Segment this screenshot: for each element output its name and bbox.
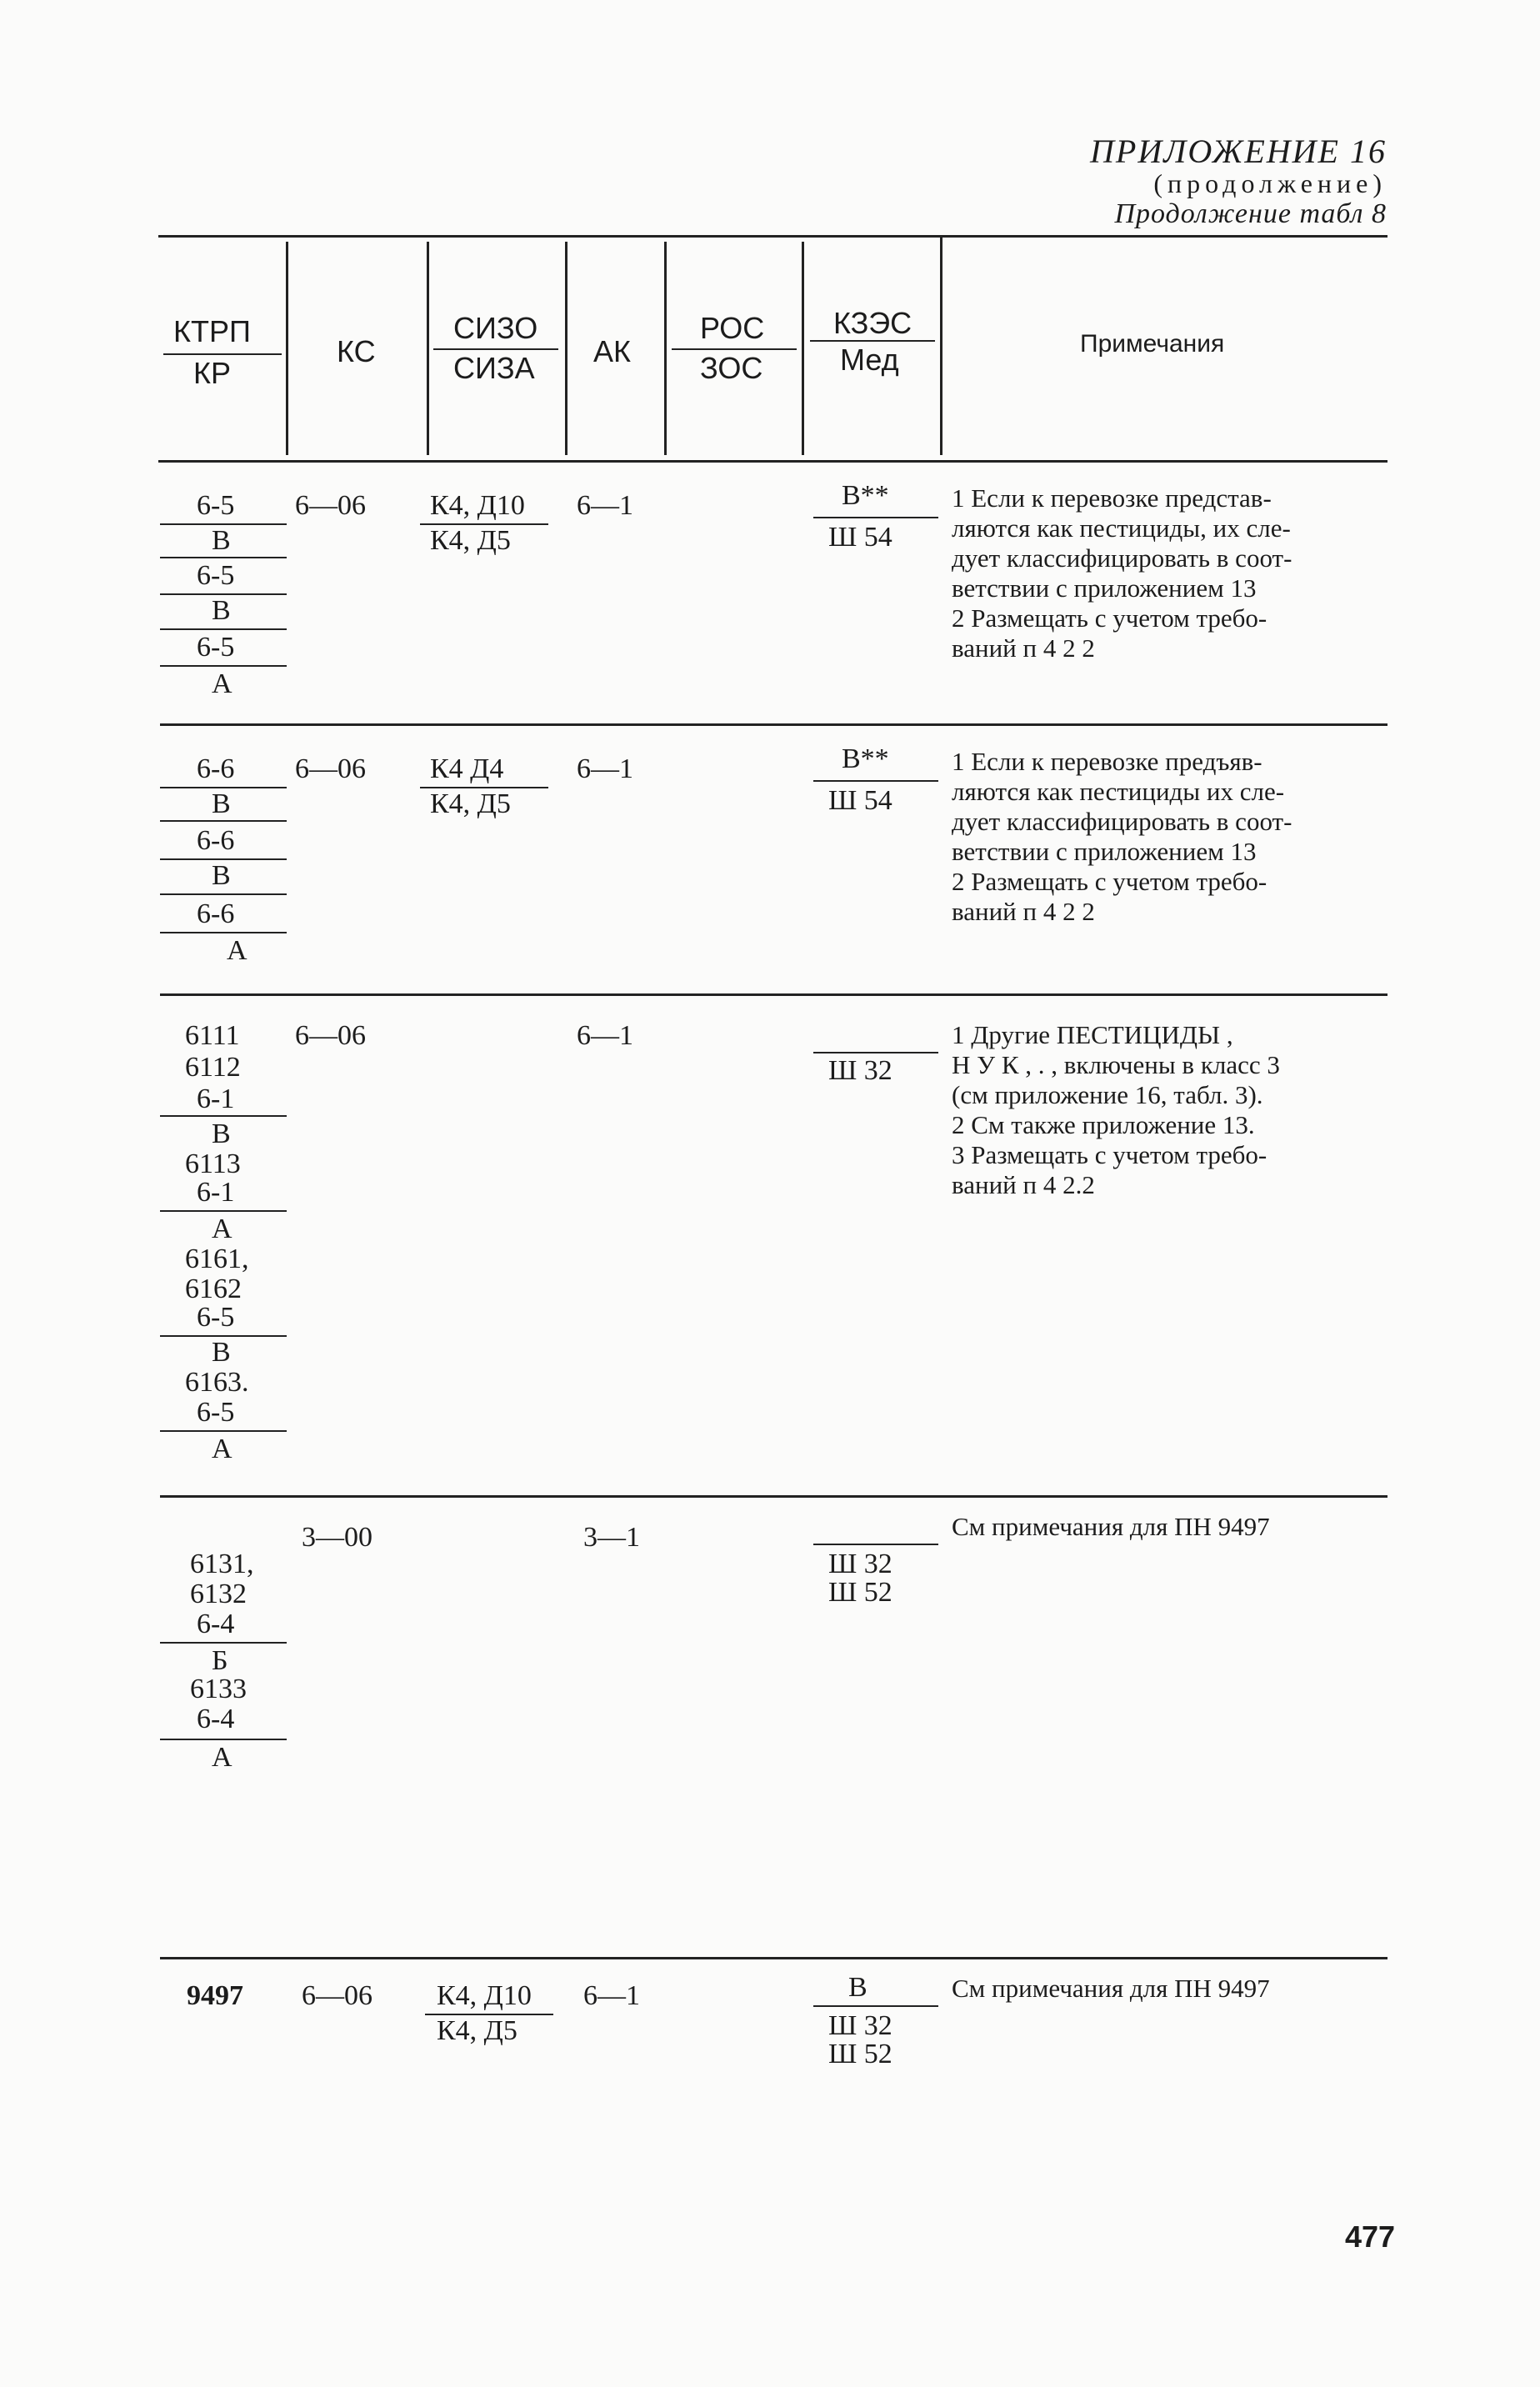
col-divider-4 [664, 242, 667, 455]
row4-code-rule [160, 1642, 287, 1644]
col-notes: Примечания [1080, 330, 1225, 358]
col-sizo: СИЗО [453, 311, 538, 345]
row4-code-6: 6-4 [197, 1704, 235, 1734]
page-number: 477 [1345, 2219, 1396, 2254]
table-reference: Продолжение табл 8 [1114, 198, 1387, 229]
row2-code-5: 6-6 [197, 898, 235, 929]
appendix-title: ПРИЛОЖЕНИЕ 16 [1090, 133, 1387, 170]
row1-ak: 6—1 [577, 490, 633, 521]
row3-code-3: 6-1 [197, 1083, 235, 1114]
row4-code-1: 6131, [190, 1549, 254, 1579]
row3-ak: 6—1 [577, 1020, 633, 1051]
row3-code-8: 6161, [185, 1244, 249, 1274]
col-ktrp-fraction [163, 353, 282, 355]
row3-note-2: Н У К , . , включены в класс 3 [952, 1050, 1280, 1079]
row2-code-3: 6-6 [197, 825, 235, 856]
row3-code-13: 6-5 [197, 1397, 235, 1428]
col-ktrp: КТРП [173, 314, 251, 348]
row3-ks: 6—06 [295, 1020, 366, 1051]
row1-code-3: 6-5 [197, 560, 235, 591]
row2-siza: К4, Д5 [430, 788, 511, 819]
row1-note-6: ваний п 4 2 2 [952, 633, 1095, 663]
row4-code-5: 6133 [190, 1674, 247, 1704]
row1-note-2: ляются как пестициды, их сле- [952, 513, 1291, 543]
row3-note-3: (см приложение 16, табл. 3). [952, 1080, 1263, 1109]
row4-code-rule [160, 1739, 287, 1740]
row1-code-2: В [212, 525, 231, 556]
row3-code-9: 6162 [185, 1274, 242, 1304]
appendix-subtitle: (продолжение) [1153, 168, 1387, 198]
row3-note-6: ваний п 4 2.2 [952, 1170, 1095, 1199]
row2-kzes-fraction [813, 780, 938, 782]
row4-med-1: Ш 32 [828, 1549, 892, 1579]
row5-ks: 6—06 [302, 1980, 372, 2011]
row2-note-5: 2 Размещать с учетом требо- [952, 867, 1268, 896]
row1-siza: К4, Д5 [430, 525, 511, 556]
row3-code-rule [160, 1430, 287, 1432]
col-divider-2 [427, 242, 429, 455]
row2-note-3: дует классифицировать в соот- [952, 807, 1292, 836]
row4-note-1: См примечания для ПН 9497 [952, 1512, 1270, 1541]
col-kzes-fraction [810, 340, 935, 342]
row2-ks: 6—06 [295, 753, 366, 784]
row2-code-rule [160, 893, 287, 895]
row5-med-2: Ш 52 [828, 2039, 892, 2069]
row4-code-2: 6132 [190, 1579, 247, 1609]
row2-note-1: 1 Если к перевозке предъяв- [952, 747, 1262, 776]
col-ros-fraction [672, 348, 797, 350]
col-ros: РОС [700, 311, 765, 345]
row3-code-7: А [212, 1214, 232, 1244]
row5-sizo: К4, Д10 [437, 1980, 532, 2011]
row3-kzes-fraction [813, 1052, 938, 1053]
row4-ak: 3—1 [583, 1522, 640, 1553]
row5-kzes: В [848, 1972, 868, 2003]
row1-note-1: 1 Если к перевозке представ- [952, 483, 1272, 513]
col-divider-6 [940, 235, 942, 455]
row-separator [160, 1957, 1388, 1959]
row2-note-4: ветствии с приложением 13 [952, 837, 1257, 866]
row5-med-1: Ш 32 [828, 2010, 892, 2041]
row4-kzes-fraction [813, 1544, 938, 1545]
row2-code-rule [160, 820, 287, 822]
row3-code-4: В [212, 1118, 231, 1149]
header-bottom-rule [158, 460, 1388, 463]
row-separator [160, 723, 1388, 726]
col-kr: КР [193, 356, 231, 390]
row1-kzes-fraction [813, 517, 938, 518]
row1-kzes: В** [842, 480, 889, 511]
row4-code-3: 6-4 [197, 1609, 235, 1639]
row3-code-2: 6112 [185, 1052, 241, 1083]
row5-ak: 6—1 [583, 1980, 640, 2011]
col-divider-5 [802, 242, 804, 455]
row3-code-12: 6163. [185, 1367, 249, 1398]
col-divider-1 [286, 242, 288, 455]
row1-code-5: 6-5 [197, 632, 235, 663]
row3-code-10: 6-5 [197, 1302, 235, 1333]
col-siza: СИЗА [453, 351, 535, 385]
row3-code-6: 6-1 [197, 1177, 235, 1208]
col-zos: ЗОС [700, 351, 763, 385]
row1-code-rule [160, 665, 287, 667]
row4-med-2: Ш 52 [828, 1577, 892, 1608]
row1-sizo: К4, Д10 [430, 490, 525, 521]
row2-med-1: Ш 54 [828, 785, 892, 816]
table-top-rule [158, 235, 1388, 238]
row4-code-4: Б [212, 1645, 228, 1676]
row1-ks: 6—06 [295, 490, 366, 521]
row5-siza: К4, Д5 [437, 2015, 518, 2046]
row1-code-4: В [212, 595, 231, 626]
row-separator [160, 1495, 1388, 1498]
row3-note-4: 2 См также приложение 13. [952, 1110, 1255, 1139]
row2-sizo: К4 Д4 [430, 753, 504, 784]
row1-code-rule [160, 628, 287, 630]
row2-code-rule [160, 932, 287, 933]
row2-ak: 6—1 [577, 753, 633, 784]
row4-ks: 3—00 [302, 1522, 372, 1553]
row1-med-1: Ш 54 [828, 522, 892, 553]
row-separator [160, 993, 1388, 996]
row1-code-1: 6-5 [197, 490, 235, 521]
row3-code-1: 6111 [185, 1020, 240, 1051]
col-sizo-fraction [433, 348, 558, 350]
row3-code-rule [160, 1210, 287, 1212]
row1-note-3: дует классифицировать в соот- [952, 543, 1292, 573]
row3-code-14: А [212, 1434, 232, 1464]
row2-code-6: А [227, 935, 248, 966]
row3-note-5: 3 Размещать с учетом требо- [952, 1140, 1268, 1169]
row5-note-1: См примечания для ПН 9497 [952, 1974, 1270, 2003]
row3-code-5: 6113 [185, 1148, 241, 1179]
col-ak: АК [593, 334, 631, 368]
row2-kzes: В** [842, 743, 889, 774]
row2-note-2: ляются как пестициды их сле- [952, 777, 1285, 806]
row3-code-11: В [212, 1337, 231, 1368]
col-divider-3 [565, 242, 568, 455]
row3-code-rule [160, 1115, 287, 1117]
row1-note-4: ветствии с приложением 13 [952, 573, 1257, 603]
row4-code-7: А [212, 1742, 232, 1773]
row3-med-1: Ш 32 [828, 1055, 892, 1086]
row1-note-5: 2 Размещать с учетом требо- [952, 603, 1268, 633]
row2-code-1: 6-6 [197, 753, 235, 784]
col-med: Мед [840, 343, 899, 377]
row1-code-6: А [212, 668, 232, 699]
row2-code-4: В [212, 860, 231, 891]
row5-code-1: 9497 [187, 1980, 243, 2011]
row2-note-6: ваний п 4 2 2 [952, 897, 1095, 926]
row3-note-1: 1 Другие ПЕСТИЦИДЫ , [952, 1020, 1233, 1049]
row5-kzes-fraction [813, 2005, 938, 2007]
row2-code-2: В [212, 788, 231, 819]
col-ks: КС [337, 334, 376, 368]
row1-code-rule [160, 557, 287, 558]
col-kzes: КЗЭС [833, 306, 912, 340]
